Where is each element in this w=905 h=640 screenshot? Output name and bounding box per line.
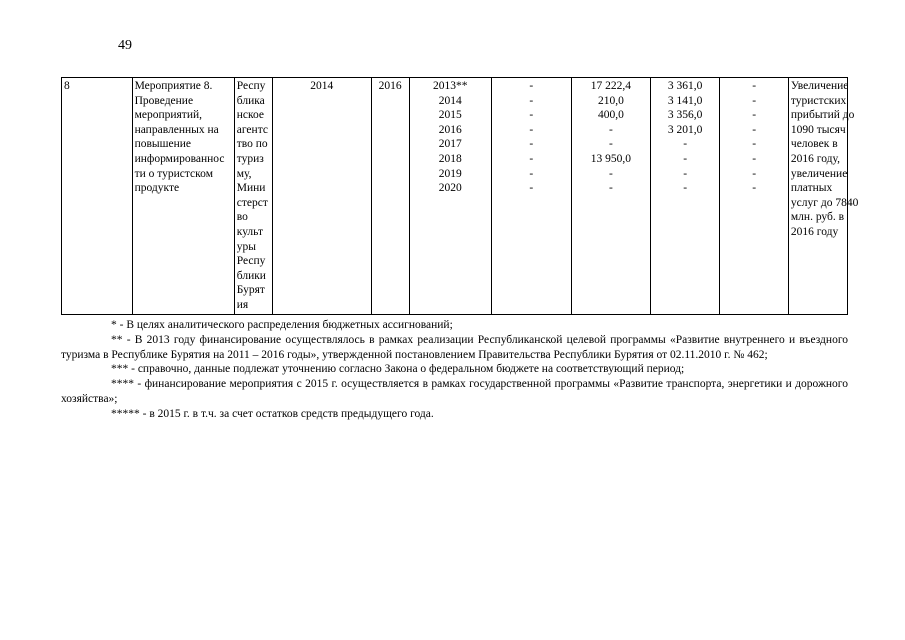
result-line: 2016 году,: [790, 152, 840, 165]
event-line: ти о туристском: [134, 167, 213, 180]
funding-value: -: [529, 167, 534, 180]
funding-value: -: [752, 123, 757, 136]
footnote: ***** - в 2015 г. в т.ч. за счет остатков средств предыдущего года.: [111, 407, 434, 420]
funding-value: -: [608, 167, 613, 180]
result-line: Увеличение: [790, 80, 849, 92]
funding-value: -: [752, 152, 757, 165]
result-cell: [788, 78, 859, 315]
result-line: человек в: [790, 138, 838, 151]
executor-line: агентс: [236, 123, 268, 136]
funding-value: -: [752, 138, 757, 151]
executor-line: Респу: [236, 80, 266, 92]
funding-value: 3 141,0: [667, 94, 703, 107]
funding-value: 400,0: [597, 109, 624, 122]
year-value: 2017: [438, 138, 462, 151]
event-line: Проведение: [134, 94, 194, 107]
page-number: 49: [118, 38, 132, 53]
funding-value: -: [529, 123, 534, 136]
executor-line: стерст: [236, 196, 268, 209]
executor-line: во: [236, 211, 248, 224]
funding-col-4-cell: [720, 78, 788, 315]
executor-line: му,: [236, 167, 252, 180]
executor-line: Респу: [236, 255, 266, 268]
funding-value: -: [608, 182, 613, 195]
result-line: прибытий до: [790, 109, 855, 122]
funding-col-3-cell: [650, 78, 720, 315]
executor-line: туриз: [236, 152, 264, 165]
funding-value: -: [683, 138, 688, 151]
end-year-cell: 2016: [371, 78, 409, 315]
funding-value: -: [608, 123, 613, 136]
funding-value: 3 361,0: [667, 80, 703, 92]
event-line: повышение: [134, 138, 192, 151]
funding-value: -: [683, 152, 688, 165]
funding-value: 3 201,0: [667, 123, 703, 136]
result-line: увеличение: [790, 167, 848, 180]
result-line: услуг до 7840: [790, 196, 859, 209]
event-cell: [132, 78, 234, 315]
executor-line: тво по: [236, 138, 268, 151]
executor-line: уры: [236, 240, 256, 253]
footnote: **** - финансирование мероприятия с 2015 г. осуществляется в рамках государственной программы «Развитие транспорта, энергетики и дорожного хозяйства»;: [61, 378, 848, 405]
funding-value: 13 950,0: [590, 152, 631, 165]
funding-value: -: [752, 182, 757, 195]
funding-value: -: [752, 167, 757, 180]
result-line: платных: [790, 182, 833, 195]
funding-value: -: [529, 138, 534, 151]
year-value: 2020: [438, 182, 462, 195]
result-line: туристских: [790, 94, 847, 107]
row-number-cell: 8: [62, 78, 133, 315]
funding-value: -: [752, 94, 757, 107]
funding-value: -: [608, 138, 613, 151]
event-line: продукте: [134, 182, 180, 195]
result-line: млн. руб. в: [790, 211, 845, 224]
event-line: направленных на: [134, 123, 219, 136]
executor-line: Мини: [236, 182, 266, 195]
event-line: Мероприятие 8.: [134, 80, 213, 92]
funding-col-1-cell: [491, 78, 571, 315]
funding-value: -: [529, 94, 534, 107]
years-cell: [409, 78, 491, 315]
year-value: 2019: [438, 167, 462, 180]
year-value: 2015: [438, 109, 462, 122]
funding-value: -: [529, 182, 534, 195]
funding-value: -: [529, 80, 534, 92]
funding-value: 17 222,4: [590, 80, 631, 92]
funding-value: 3 356,0: [667, 109, 703, 122]
event-line: информированнос: [134, 152, 225, 165]
result-line: 2016 году: [790, 225, 839, 238]
executor-line: ия: [236, 298, 249, 311]
footnotes: [61, 318, 848, 422]
year-value: 2018: [438, 152, 462, 165]
footnote: ** - В 2013 году финансирование осуществлялось в рамках реализации Республиканской целевой программы «Развитие внутреннего и въездного туризма в Республике Бурятия на 2011 – 2016 годы», утвержденной постановлением Правительства Республики Бурятия от 02.11.2010 г. № 462;: [61, 333, 848, 361]
executor-line: блика: [236, 94, 265, 107]
executor-line: блики: [236, 269, 266, 282]
program-table: [61, 77, 859, 315]
funding-value: -: [683, 167, 688, 180]
funding-col-2-cell: [571, 78, 650, 315]
event-line: мероприятий,: [134, 109, 203, 122]
funding-value: -: [752, 109, 757, 122]
year-value: 2014: [438, 94, 462, 107]
year-value: 2016: [438, 123, 462, 136]
funding-value: -: [529, 109, 534, 122]
executor-line: Бурят: [236, 284, 265, 297]
year-value: 2013**: [432, 80, 468, 92]
executor-cell: [234, 78, 272, 315]
footnote: *** - справочно, данные подлежат уточнению согласно Закона о федеральном бюджете на соответствующий период;: [111, 363, 685, 376]
funding-value: -: [752, 80, 757, 92]
funding-value: -: [529, 152, 534, 165]
executor-line: нское: [236, 109, 265, 122]
table-row: [62, 78, 848, 315]
footnote: * - В целях аналитического распределения бюджетных ассигнований;: [111, 319, 453, 331]
result-line: 1090 тысяч: [790, 123, 846, 136]
funding-value: -: [683, 182, 688, 195]
executor-line: культ: [236, 225, 264, 238]
funding-value: 210,0: [597, 94, 624, 107]
start-year-cell: 2014: [272, 78, 371, 315]
